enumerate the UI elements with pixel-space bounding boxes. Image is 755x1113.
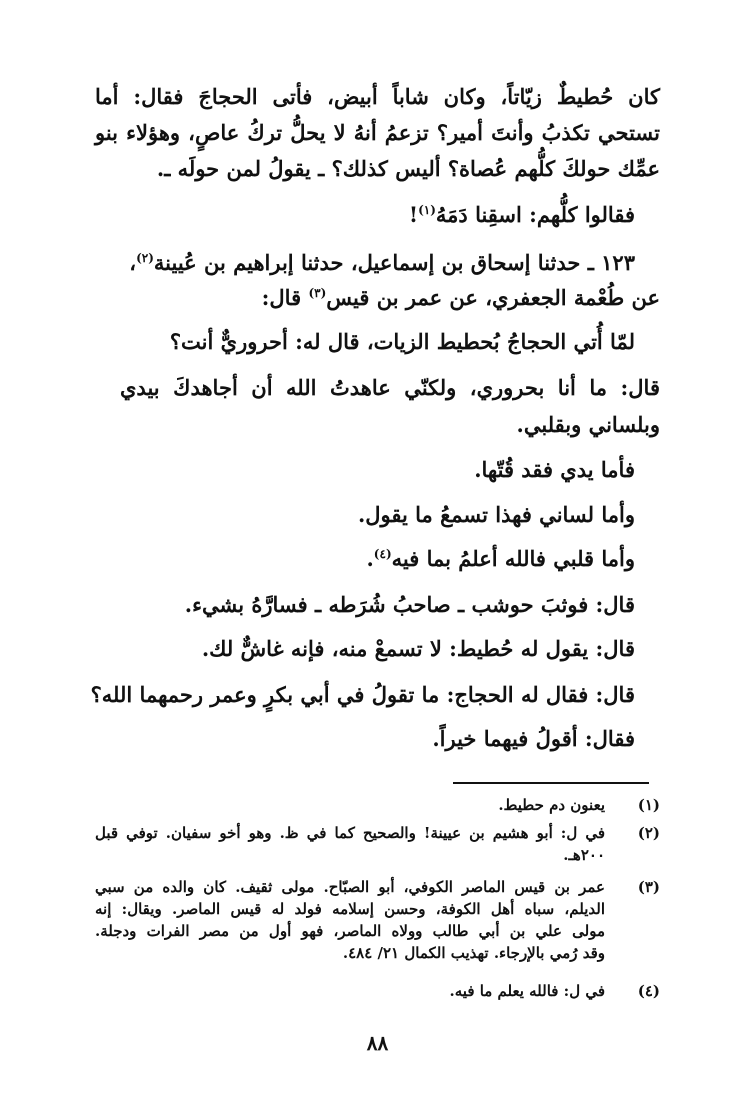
body-text: ! bbox=[408, 202, 419, 227]
body-line-14: قال: يقول له حُطيط: لا تسمعْ منه، فإنه غاشٌّ لك. bbox=[201, 636, 635, 661]
body-text: وأما قلبي فالله أعلمُ بما فيه bbox=[391, 546, 635, 571]
body-text: . bbox=[366, 546, 374, 571]
footnote-2 bbox=[95, 822, 660, 866]
footnote-text: عمر بن قيس الماصر الكوفي، أبو الصبّاح. مولى ثقيف. كان والده من سبي bbox=[95, 878, 605, 896]
hadith-header-line bbox=[129, 248, 635, 278]
body-text: قال: bbox=[261, 285, 309, 310]
body-line-1: كان حُطيطٌ زيّاتاً، وكان شاباً أبيض، فأتى الحجاجَ فقال: أما bbox=[95, 84, 660, 109]
footnote-text: ٢٠٠هـ. bbox=[563, 846, 605, 864]
footnote-text: مولى علي بن أبي طالب وولاه الماصر، فهو أول من مصر الفرات ودجلة. bbox=[95, 922, 605, 940]
body-line-16: فقال: أقولُ فيهما خيراً. bbox=[432, 726, 635, 751]
footnote-4 bbox=[95, 980, 660, 1002]
footnote-text: الديلم، سباه أهل الكوفة، وحسن إسلامه فولد له قيس الماصر. ويقال: إنه bbox=[95, 900, 605, 918]
footnote-1 bbox=[95, 794, 660, 816]
footnote-number: (٤) bbox=[637, 982, 660, 1000]
footnote-ref-2: (٢) bbox=[136, 251, 154, 265]
body-line-10: فأما يدي فقد قُتّها. bbox=[474, 457, 635, 482]
hadith-chain-line bbox=[262, 283, 660, 313]
body-line-13: قال: فوثبَ حوشب ـ صاحبُ شُرَطه ـ فسارَّهُ بشيء. bbox=[184, 592, 635, 617]
body-line-11: وأما لساني فهذا تسمعُ ما يقول. bbox=[357, 502, 635, 527]
footnote-number: (٢) bbox=[637, 824, 660, 842]
body-text: فقالوا كلُّهم: اسقِنا دَمَهُ bbox=[435, 202, 635, 227]
body-line-7: لمّا أُتي الحجاجُ بُحطيط الزيات، قال له: أحروريٌّ أنت؟ bbox=[169, 329, 635, 354]
body-line-12 bbox=[366, 544, 635, 574]
footnote-number: (٣) bbox=[637, 878, 660, 896]
footnote-3 bbox=[95, 876, 660, 964]
footnote-text: وقد رُمي بالإرجاء. تهذيب الكمال ٢١/ ٤٨٤. bbox=[342, 944, 605, 962]
body-line-4 bbox=[409, 200, 635, 230]
footnote-separator bbox=[453, 782, 649, 784]
footnote-text: يعنون دم حطيط. bbox=[498, 796, 605, 814]
page-number: ٨٨ bbox=[366, 1031, 389, 1055]
hadith-number: ١٢٣ bbox=[601, 250, 635, 275]
footnote-text: في ل: فالله يعلم ما فيه. bbox=[449, 982, 605, 1000]
body-line-3: عمِّك حولكَ كلُّهم عُصاة؟ أليس كذلك؟ ـ يقولُ لمن حولَه ـ. bbox=[156, 156, 660, 181]
body-line-2: تستحي تكذبُ وأنتَ أمير؟ تزعمُ أنهُ لا يحلُّ تركُ عاصٍ، وهؤلاء بنو bbox=[95, 120, 660, 145]
body-line-8: قال: ما أنا بحروري، ولكنّي عاهدتُ الله أن أجاهدكَ بيدي bbox=[120, 375, 660, 400]
body-line-15: قال: فقال له الحجاج: ما تقولُ في أبي بكرٍ وعمر رحمهما الله؟ bbox=[90, 682, 635, 707]
body-text: ـ حدثنا إسحاق بن إسماعيل، حدثنا إبراهيم بن عُيينة bbox=[153, 250, 602, 275]
body-text: عن طُعْمة الجعفري، عن عمر بن قيس bbox=[326, 285, 660, 310]
body-line-9: وبلساني وبقلبي. bbox=[516, 412, 660, 437]
footnote-text: في ل: أبو هشيم بن عيينة! والصحيح كما في ظ. وهو أخو سفيان. توفي قبل bbox=[95, 824, 605, 842]
footnote-ref-1: (١) bbox=[418, 203, 436, 217]
footnote-ref-3: (٣) bbox=[308, 286, 327, 300]
footnote-number: (١) bbox=[637, 796, 660, 814]
footnote-ref-4: (٤) bbox=[373, 547, 392, 561]
body-text: ، bbox=[129, 250, 137, 275]
